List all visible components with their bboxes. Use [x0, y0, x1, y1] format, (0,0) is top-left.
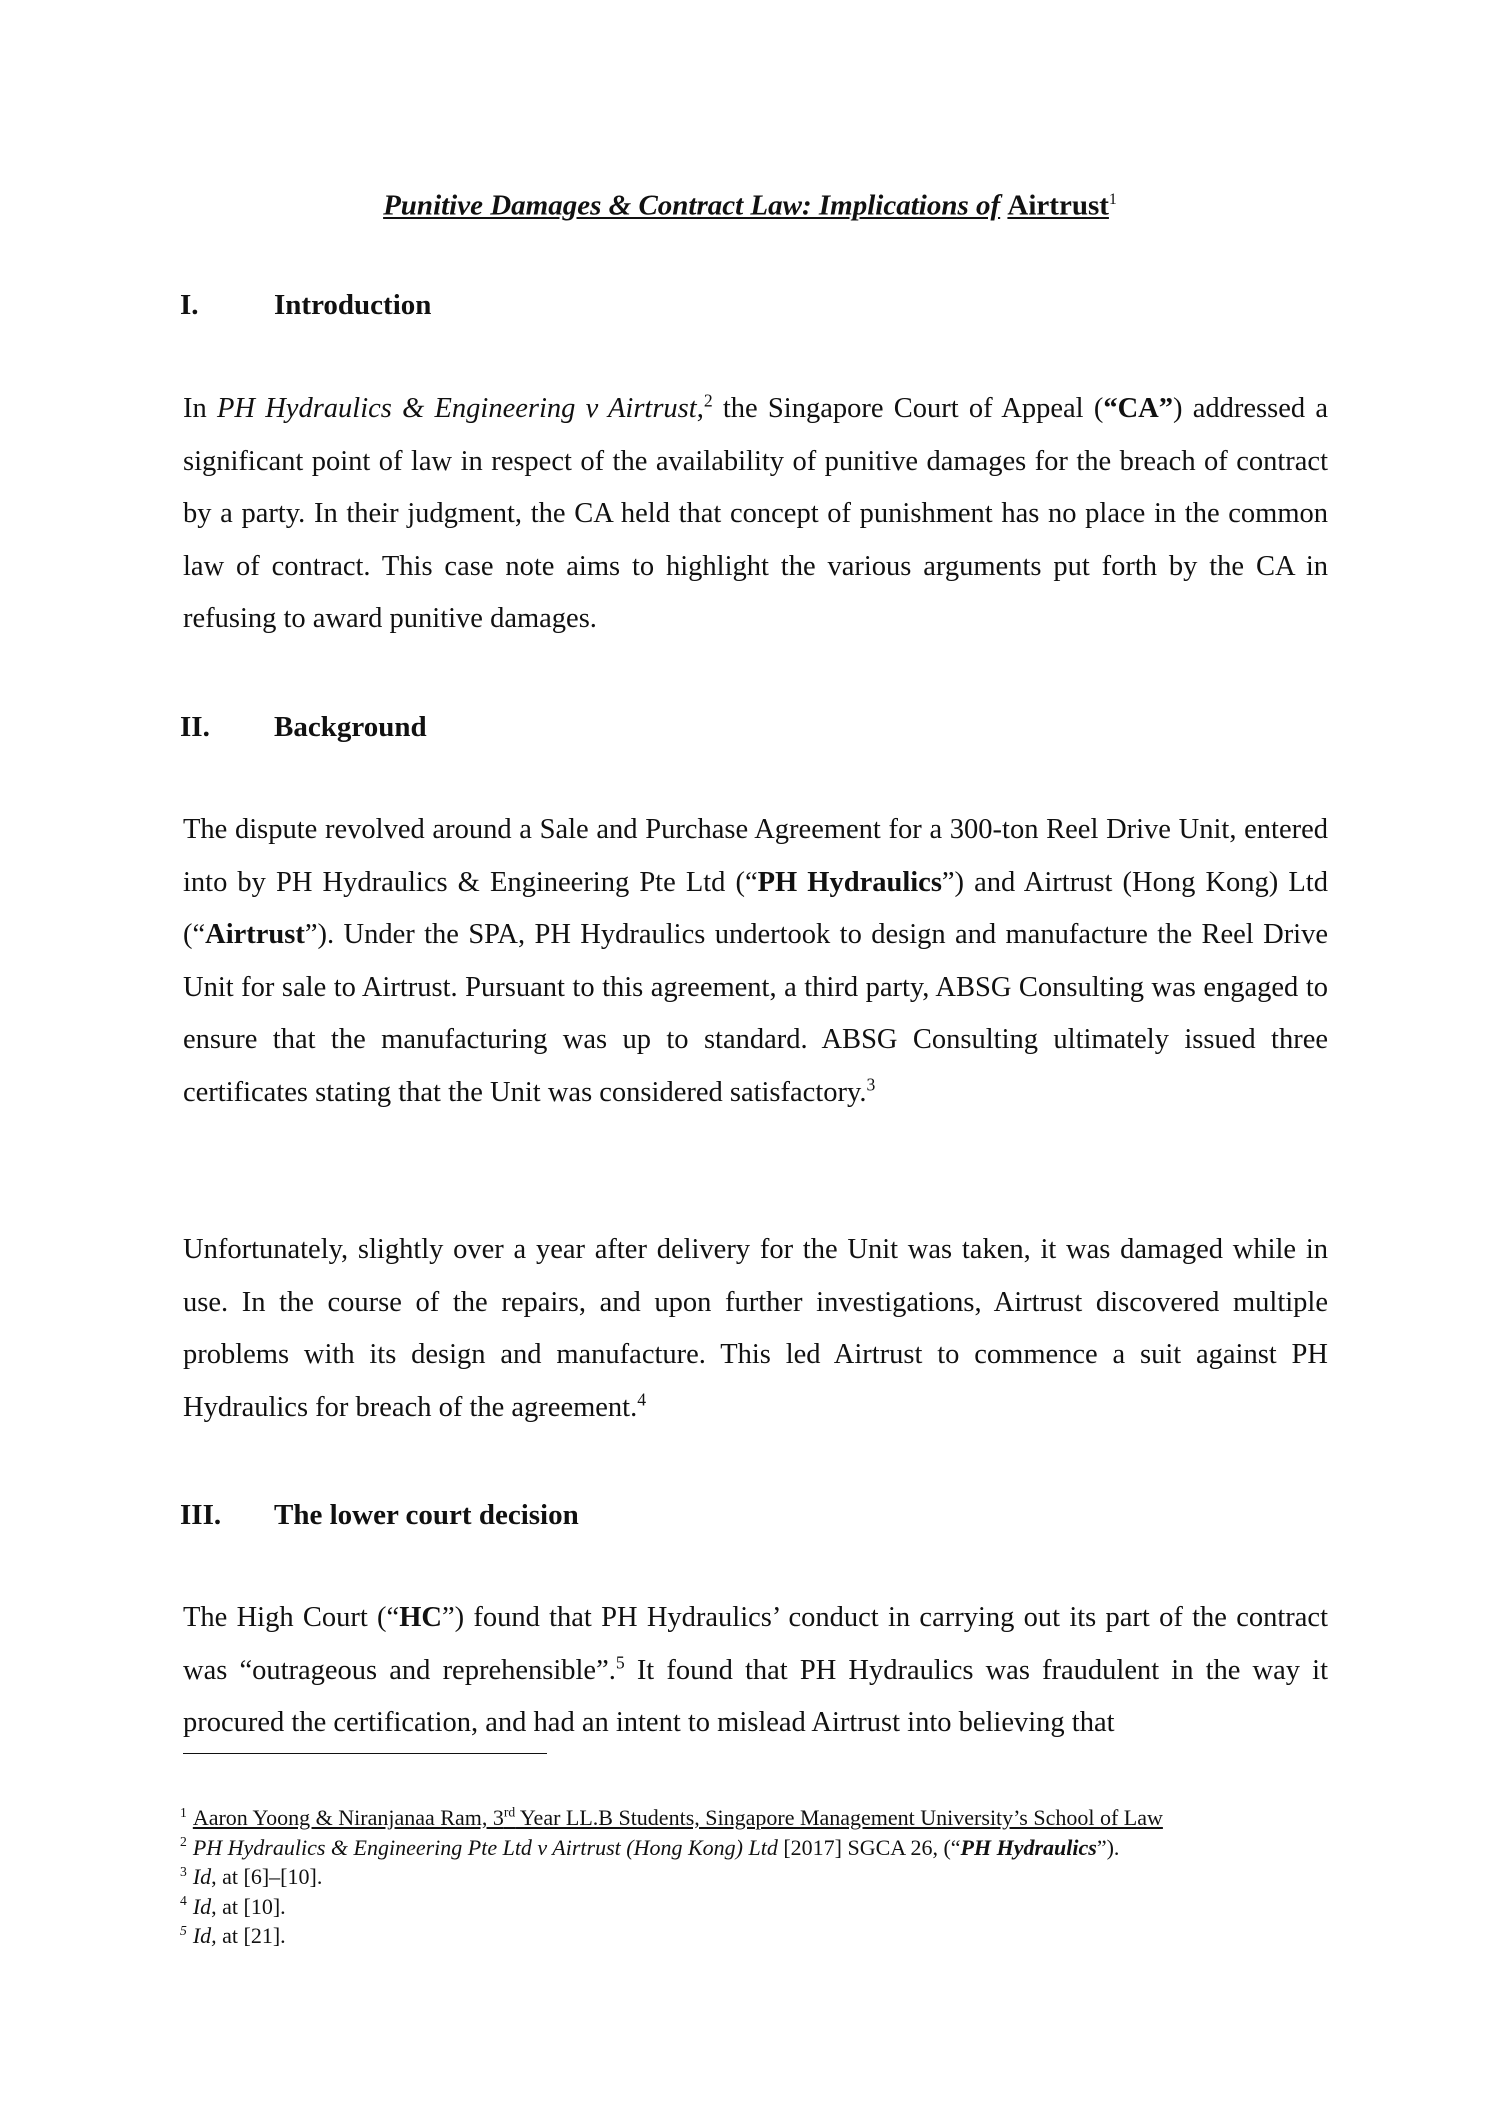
paragraph-lower-court — [183, 1592, 1328, 1750]
footnote-1 — [180, 1803, 1340, 1833]
text-run: the Singapore Court of Appeal ( — [712, 393, 1104, 424]
footnote-5 — [180, 1921, 1340, 1951]
paragraph-background-1 — [183, 804, 1328, 1119]
footnotes — [180, 1803, 1340, 1951]
text-run: ”). — [1096, 1834, 1120, 1860]
text-run: Unfortunately, slightly over a year after delivery for the Unit was taken, it was damaged while in use. In the course of the repairs, and upon further investigations, Airtrust discovered multiple problems with its design and manufacture. This led Airtrust to commence a suit against PH Hydraulics for breach of the agreement. — [183, 1234, 1328, 1423]
defined-term: PH Hydraulics — [757, 866, 942, 898]
citation-id: Id — [192, 1893, 212, 1919]
footnote-3 — [180, 1862, 1340, 1892]
footnote-number: 5 — [180, 1922, 187, 1938]
section-heading-introduction — [180, 285, 1330, 325]
text-run: , — [696, 393, 704, 424]
section-heading-background — [180, 707, 1330, 747]
footnote-2 — [180, 1833, 1340, 1863]
text-run: ) addressed a significant point of law in respect of the availability of punitive damages for the breach of contract by a party. In their judgment, the CA held that concept of punishment has no place in the common law of contract. This case note aims to highlight the various arguments put forth by the CA in refusing to award punitive damages. — [183, 393, 1328, 634]
footnote-marker: 4 — [637, 1389, 647, 1409]
footnote-number: 2 — [180, 1834, 187, 1850]
text-run: ”) and Airtrust (Hong Kong) Ltd (“ — [183, 866, 1328, 950]
text-run: [2017] SGCA 26, (“ — [777, 1834, 961, 1860]
defined-term: Airtrust — [205, 919, 305, 950]
case-name: PH Hydraulics & Engineering Pte Ltd v Airtrust (Hong Kong) Ltd — [192, 1834, 778, 1860]
document-title — [0, 180, 1500, 226]
text-run: , at [10]. — [211, 1893, 286, 1919]
section-title: The lower court decision — [274, 1499, 579, 1531]
section-number: I. — [180, 289, 199, 321]
citation-id: Id, — [192, 1923, 217, 1948]
title-case-name: Airtrust — [1007, 189, 1109, 222]
footnote-number: 3 — [180, 1863, 187, 1879]
section-heading-lower-court-decision — [180, 1495, 1330, 1535]
text-run: ”). Under the SPA, PH Hydraulics undertook to design and manufacture the Reel Drive Unit for sale to Airtrust. Pursuant to this agreement, a third party, ABSG Consulting was engaged to ensure that the manufacturing was up to standard. ABSG Consulting ultimately issued three certificates stating that the Unit was considered satisfactory. — [183, 919, 1328, 1108]
footnote-marker: 5 — [615, 1652, 625, 1672]
defined-term: PH Hydraulics — [960, 1834, 1097, 1860]
defined-term: “CA” — [1103, 393, 1173, 424]
text-run: , at [6]–[10]. — [211, 1864, 323, 1889]
paragraph-background-2 — [183, 1224, 1328, 1434]
section-number: II. — [180, 711, 210, 743]
defined-term: HC — [399, 1602, 442, 1633]
footnote-marker: 2 — [703, 390, 713, 411]
title-footnote-marker: 1 — [1108, 191, 1117, 208]
case-name: PH Hydraulics & Engineering v Airtrust — [216, 393, 697, 424]
footnote-number: 1 — [180, 1804, 187, 1820]
text-run: Year LL.B Students, Singapore Management University’s School of Law — [515, 1805, 1163, 1830]
citation-id: Id — [192, 1864, 212, 1889]
text-run: Aaron Yoong & Niranjanaa Ram, 3 — [192, 1805, 504, 1830]
text-run: In — [183, 393, 217, 424]
footnote-4 — [180, 1892, 1340, 1922]
text-run: at [21]. — [216, 1923, 286, 1948]
ordinal-suffix: rd — [503, 1804, 516, 1820]
section-title: Background — [274, 711, 427, 743]
text-run: ”) found that PH Hydraulics’ conduct in carrying out its part of the contract was “outrageous and reprehensible”. — [183, 1602, 1328, 1686]
paragraph-introduction — [183, 383, 1328, 646]
text-run: It found that PH Hydraulics was fraudulent in the way it procured the certification, and had an intent to mislead Airtrust into believing that — [183, 1654, 1328, 1738]
footnote-separator — [183, 1753, 547, 1754]
footnote-marker: 3 — [866, 1074, 876, 1094]
section-number: III. — [180, 1499, 222, 1531]
title-main: Punitive Damages & Contract Law: Implications of — [383, 189, 1001, 222]
footnote-number: 4 — [180, 1893, 187, 1909]
section-title: Introduction — [274, 289, 432, 321]
text-run: The High Court (“ — [183, 1602, 400, 1633]
text-run: The dispute revolved around a Sale and Purchase Agreement for a 300-ton Reel Drive Unit, entered into by PH Hydraulics & Engineering Pte Ltd (“ — [183, 814, 1328, 898]
